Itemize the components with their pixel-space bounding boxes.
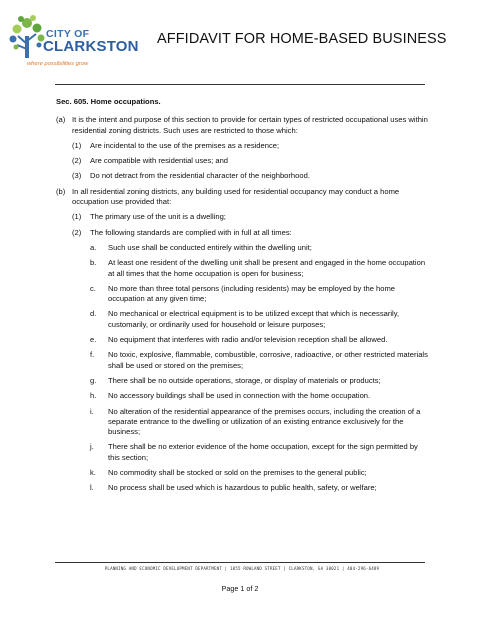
item-label: j. bbox=[90, 442, 94, 452]
footer-divider bbox=[55, 562, 425, 563]
item-label: c. bbox=[90, 283, 96, 293]
item-label: (2) bbox=[72, 227, 82, 237]
item-text: No toxic, explosive, flammable, combustible, corrosive, radioactive, or other restricted materials shall be used or stored on the premises; bbox=[108, 350, 428, 370]
list-item bbox=[56, 212, 428, 222]
item-text: No equipment that interferes with radio and/or television reception shall be allowed. bbox=[108, 335, 388, 345]
list-item bbox=[56, 156, 428, 166]
logo-city-of: CITY OF bbox=[46, 28, 90, 40]
list-item bbox=[56, 141, 428, 151]
item-label: (a) bbox=[56, 115, 66, 125]
document-body bbox=[56, 97, 428, 499]
item-text: Do not detract from the residential character of the neighborhood. bbox=[90, 171, 310, 181]
footer-address: PLANNING AND ECONOMIC DEVELOPMENT DEPARTMENT | 1055 ROWLAND STREET | CLARKSTON, GA 30021 | 404-296-6489 bbox=[104, 566, 380, 571]
list-item bbox=[56, 350, 428, 371]
list-item bbox=[56, 483, 428, 493]
item-text: In all residential zoning districts, any building used for residential occupancy may conduct a home occupation use provided that: bbox=[72, 186, 400, 207]
item-label: d. bbox=[90, 309, 97, 319]
item-text: At least one resident of the dwelling unit shall be present and engaged in the home occupation at all times that the home occupation is open for business; bbox=[108, 258, 426, 278]
page-number: Page 1 of 2 bbox=[221, 584, 259, 593]
list-item bbox=[56, 171, 428, 181]
section-heading: Sec. 605. Home occupations. bbox=[56, 97, 161, 106]
tree-icon bbox=[8, 14, 48, 62]
item-text: Such use shall be conducted entirely within the dwelling unit; bbox=[108, 242, 312, 252]
item-label: e. bbox=[90, 335, 97, 345]
item-text: No commodity shall be stocked or sold on the premises to the general public; bbox=[108, 468, 367, 478]
city-logo bbox=[8, 14, 138, 74]
item-label: k. bbox=[90, 468, 96, 478]
item-text: Are compatible with residential uses; and bbox=[90, 156, 229, 166]
item-text: There shall be no outside operations, storage, or display of materials or products; bbox=[108, 375, 381, 385]
document-title: AFFIDAVIT FOR HOME-BASED BUSINESS bbox=[157, 31, 447, 47]
item-text: No process shall be used which is hazardous to public health, safety, or welfare; bbox=[108, 483, 377, 493]
list-item bbox=[56, 243, 428, 253]
item-text: It is the intent and purpose of this section to provide for certain types of restricted occupational uses within residential zoning districts. Such uses are restricted to those which: bbox=[72, 115, 428, 135]
item-text: No more than three total persons (including residents) may be employed by the home occupation at any given time; bbox=[108, 283, 396, 304]
item-label: (1) bbox=[72, 212, 82, 222]
item-label: f. bbox=[90, 350, 95, 360]
item-label: (3) bbox=[72, 171, 82, 181]
list-item bbox=[56, 335, 428, 345]
item-text: No mechanical or electrical equipment is to be utilized except that which is necessarily, customarily, or ordinarily used for household or leisure purposes; bbox=[108, 309, 400, 329]
item-label: (2) bbox=[72, 156, 82, 166]
list-item bbox=[56, 407, 428, 438]
item-label: l. bbox=[90, 483, 94, 493]
list-item bbox=[56, 258, 428, 279]
header-divider bbox=[55, 84, 425, 85]
list-item bbox=[56, 309, 428, 330]
list-item bbox=[56, 442, 428, 463]
list-item bbox=[56, 187, 428, 208]
list-item bbox=[56, 468, 428, 478]
item-text: No alteration of the residential appearance of the premises occurs, including the creation of a separate entrance to the dwelling or utilization of an existing entrance exclusively for the business; bbox=[108, 406, 421, 437]
list-item bbox=[56, 376, 428, 386]
item-label: (1) bbox=[72, 140, 82, 150]
item-label: i. bbox=[90, 406, 94, 416]
item-text: The primary use of the unit is a dwelling; bbox=[90, 212, 226, 222]
item-label: h. bbox=[90, 391, 97, 401]
item-label: g. bbox=[90, 375, 97, 385]
list-item bbox=[56, 228, 428, 238]
logo-tagline: where possibilities grow bbox=[27, 61, 89, 67]
item-label: a. bbox=[90, 242, 97, 252]
item-text: No accessory buildings shall be used in connection with the home occupation. bbox=[108, 391, 371, 401]
logo-clarkston: CLARKSTON bbox=[43, 38, 139, 55]
list-item bbox=[56, 115, 428, 136]
item-label: (b) bbox=[56, 186, 66, 196]
item-text: Are incidental to the use of the premises as a residence; bbox=[90, 140, 280, 150]
list-item bbox=[56, 284, 428, 305]
item-text: The following standards are complied with in full at all times: bbox=[90, 227, 292, 237]
item-label: b. bbox=[90, 258, 97, 268]
list-item bbox=[56, 391, 428, 401]
item-text: There shall be no exterior evidence of the home occupation, except for the sign permitted by this section; bbox=[108, 442, 418, 462]
